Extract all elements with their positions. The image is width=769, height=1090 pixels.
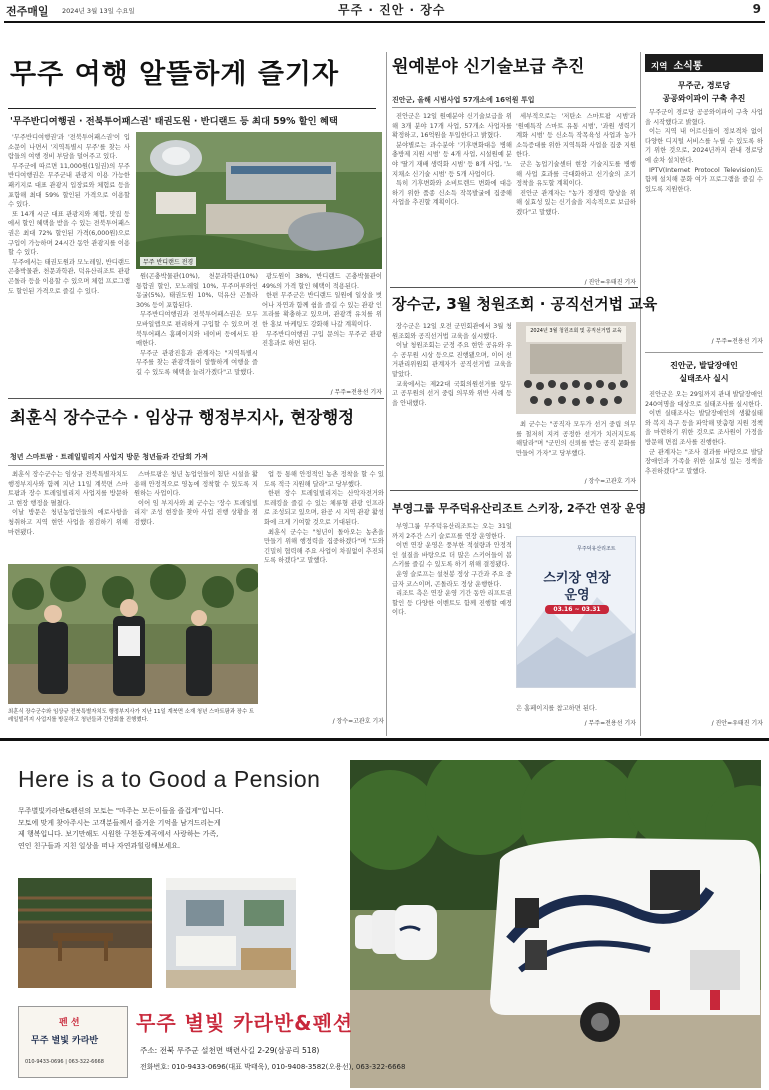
side-item-2-region: 진안군, 발달장애인 [670, 361, 738, 370]
ad-sign-phone: 010-9433-0696 | 063-322-6668 [25, 1059, 104, 1065]
choi-byline: / 장수=고관호 기자 [332, 718, 384, 725]
ski-poster-brand: 무주덕유산리조트 [577, 546, 616, 552]
column-separator [386, 52, 387, 736]
ski-poster-title-2: 운영 [564, 588, 590, 603]
side-item-1-region: 무주군, 경로당 [677, 81, 731, 90]
choi-headline: 최훈식 장수군수 · 임상규 행정부지사, 현장행정 [10, 408, 355, 427]
bandiland-photo [136, 132, 382, 269]
lead-subhead: '무주반디여행권 · 전북투어패스권' 태권도원 · 반디랜드 등 최대 59% 할인 혜택 [10, 116, 338, 127]
ski-byline: / 무주=전용선 기자 [584, 720, 636, 727]
ad-deck-photo [18, 878, 152, 988]
kicker-rule [8, 465, 384, 466]
bandiland-photo-caption: 무주 반디랜드 전경 [140, 257, 196, 266]
lead-col-3: 광도원이 38%, 반디랜드 곤충박물관이 49%의 가격 할인 혜택이 적용된다. 한편 무주군은 반디랜드 일원에 일상을 벗어나 자연과 함께 쉼을 즐길 수 있는 관광 인프라를 확충하고 있으며, 관광객 유치를 위한 홍보 마케팅도 강화해 나갈 계획이다. 무주반디여행권 구입 문의는 무주군 관광진흥과로 하면 된다. [262, 273, 382, 348]
lead-headline: 무주 여행 알뜰하게 즐기자 [10, 59, 340, 90]
jangsu-col-1: 장수군은 12일 오전 군민회관에서 3월 청원조회와 공직선거법 교육을 실시했다. 이날 청원조회는 군정 주요 현안 공유와 우수 공무원 시상 등으로 진행됐으며, 이어 선거관리위원회 관계자가 공직선거법 교육을 맡았다. 교육에서는 제22대 국회의원선거를 앞두고 공무원의 선거 중립 의무와 위반 사례 등을 안내했다. [392, 323, 512, 407]
local-news-tag: 지역 소식통 [645, 54, 763, 72]
page-number: 9 [752, 2, 761, 16]
side-divider [645, 352, 763, 353]
jangsu-photo-caption: 2024년 3월 청원조회 및 공직선거법 교육 [530, 328, 622, 334]
jangsu-byline: / 장수=고관호 기자 [584, 478, 636, 485]
ad-sign-photo [18, 1006, 128, 1078]
side-item-1-byline: / 무주=전용선 기자 [711, 338, 763, 345]
lead-col-2: 원(곤충박물관(10%), 천문과학관(10%) 통합권 할인, 모노레일 10%, 무주머루와인동굴(5%), 태권도원 10%, 덕유산 곤돌라 30% 등이 포함된다. 무주반디여행권과 전북투어패스권은 모두 모바일앱으로 편리하게 구입할 수 있으며 전북투어패스 홈페이지와 네이버 등에서도 판매한다. 무주군 관광진흥과 관계자는 "지역특별시 무주를 찾는 관광객들이 알뜰하게 여행을 즐길 수 있도록 혜택을 늘려가겠다"고 말했다. [136, 273, 258, 376]
ad-phone: 전화번호: 010-9433-0696(대표 박태욱), 010-9408-3582(오용선), 063-322-6668 [140, 1063, 406, 1071]
side-item-2-body: 진안군은 오는 29일까지 관내 발달장애인 240여명을 대상으로 실태조사를 실시한다. 이번 실태조사는 발달장애인의 생활실태와 복지 욕구 등을 파악해 맞춤형 지원 정책을 마련하기 위한 것으로 조사원이 가정을 방문해 면접 조사를 진행한다. 군 관계자는 "조사 결과를 바탕으로 발달장애인과 가족을 위한 실효성 있는 정책을 추진하겠다"고 말했다. [645, 391, 763, 475]
side-item-2-byline: / 진안=우태진 기자 [711, 720, 763, 727]
choi-col-2: 스마트팜은 청년 농업인들이 첨단 시설을 활용해 안정적으로 영농에 정착할 수 있도록 지원하는 사업이다. 이어 임 부지사와 최 군수는 '장수 트레일빌리지' 조성 현장을 찾아 사업 진행 상황을 점검했다. [134, 471, 258, 526]
ad-room-photo [166, 878, 296, 988]
section-rule [8, 398, 384, 399]
ski-col-2-note: 은 홈페이지를 참고하면 된다. [516, 705, 597, 712]
lead-byline: / 무주=전용선 기자 [330, 389, 382, 396]
newspaper-name: 전주매일 [6, 5, 49, 18]
ad-business-name: 무주 별빛 카라반&펜션 [136, 1011, 354, 1035]
jangsu-assembly-photo [516, 322, 636, 414]
horticulture-col-1: 진안군은 12일 원예분야 신기술보급을 위해 3개 분야 17개 사업, 57개소 사업자를 확정하고, 16억원을 투입한다고 밝혔다. 분야별로는 과수분야 '기후변화대응 병해충방제 지원 시범' 등 4개 사업, 시설원예 분야 '딸기 재배 생력화 시범' 등 8개 사업, '노지채소 신기술 시범' 등 5개 사업이다. 특히 기후변화와 소비트렌드 변화에 대응하기 위한 품종 신소득 작목발굴에 집중해 사업을 추진할 계획이다. [392, 113, 512, 207]
column-separator [640, 52, 641, 736]
ski-poster [516, 536, 636, 688]
ski-col-1: 부영그룹 무주덕유산리조트는 오는 31일까지 2주간 스키 슬로프를 연장 운영한다. 이번 연장 운영은 풍부한 적설량과 안정적인 설질을 바탕으로 더 많은 스키어들이 봄 스키를 즐길 수 있도록 하기 위해 결정됐다. 운영 슬로프는 설천봉 정상 구간과 주요 중급자 코스이며, 곤돌라도 정상 운행한다. 리조트 측은 연장 운영 기간 동안 리프트권 할인 등 다양한 이벤트도 함께 진행할 예정이다. [392, 523, 512, 617]
choi-col-3: 업 등 통해 안정적인 농촌 정착을 할 수 있도록 적극 지원해 달라"고 당부했다. 한편 장수 트레일빌리지는 산악자전거와 트레킹을 즐길 수 있는 체류형 관광 인프라로 조성되고 있으며, 완공 시 지역 관광 활성화에 크게 기여할 것으로 기대된다. 최훈식 군수는 "청년이 돌아오는 농촌을 만들기 위해 행정력을 집중하겠다"며 "도와 긴밀히 협력해 주요 사업이 차질없이 추진되도록 하겠다"고 말했다. [264, 471, 384, 565]
choi-visit-photo [8, 564, 258, 704]
horticulture-col-2: 세부적으로는 '저탄소 스마트팜 시범'과 '원예특작 스마트 유통 시범', '과원 생력기계화 시범' 등 신소득 작목육성 사업과 농가 소득증대를 위한 지역특화 사업을 집중 지원한다. 군은 농업기술센터 현장 기술지도를 병행해 사업 효과를 극대화하고 신기술의 조기 정착을 유도할 계획이다. 진안군 관계자는 "농가 경쟁력 향상을 위해 실효성 있는 신기술을 지속적으로 보급하겠다"고 말했다. [516, 113, 636, 216]
horticulture-headline: 원예분야 신기술보급 추진 [392, 57, 585, 77]
jangsu-headline: 장수군, 3월 청원조회 · 공직선거법 교육 [392, 295, 658, 313]
section-rule [390, 490, 638, 491]
horticulture-kicker: 진안군, 올해 시범사업 57개소에 16억원 투입 [392, 96, 535, 104]
section-title: 무주 · 진안 · 장수 [338, 3, 446, 17]
ski-headline: 부영그룹 무주덕유산리조트 스키장, 2주간 연장 운영 [392, 502, 647, 515]
horticulture-byline: / 진안=우태진 기자 [584, 279, 636, 286]
issue-date: 2024년 3월 13일 수요일 [62, 7, 135, 15]
ad-sign-line-2: 무주 별빛 카라반 [31, 1036, 99, 1046]
ad-address: 주소: 전북 무주군 설천면 백련사길 2-29(삼공리 518) [140, 1046, 320, 1055]
ski-poster-title-1: 스키장 연장 [543, 571, 611, 586]
jangsu-col-2: 최 군수는 "공직자 모두가 선거 중립 의무를 철저히 지켜 공정한 선거가 치러지도록 해달라"며 "군민의 신뢰를 받는 공직 문화를 만들어 가자"고 당부했다. [516, 421, 636, 457]
section-rule [390, 287, 638, 288]
choi-kicker: 청년 스마트팜 · 트레일빌리지 사업지 방문 청년들과 간담회 가져 [10, 453, 208, 461]
side-item-2-title: 실태조사 실시 [679, 374, 729, 383]
ad-sign-line-1: 펜 션 [59, 1018, 80, 1028]
choi-photo-caption: 최훈식 장수군수와 임상규 전북특별자치도 행정부지사가 지난 11일 계북면 소재 청년 스마트팜과 장수 트레일빌리지 사업지를 방문하고 청년들과 간담회를 진행했다. [8, 709, 255, 723]
ad-title: Here is a to Good a Pension [18, 766, 321, 792]
side-item-1-body: 무주군이 경로당 공공와이파이 구축 사업을 시작했다고 밝혔다. 이는 지역 내 어르신들이 정보격차 없이 다양한 디지털 서비스를 누릴 수 있도록 하기 위한 것으로, 2024년까지 관내 경로당에 순차 설치한다. IPTV(Internet Protocol Television)도 함께 설치해 문화 여가 프로그램을 즐길 수 있도록 지원한다. [645, 109, 763, 193]
side-item-1-title: 공공와이파이 구축 추진 [662, 94, 746, 103]
lead-divider [8, 108, 376, 109]
choi-col-1: 최훈식 장수군수는 임상규 전북특별자치도 행정부지사와 함께 지난 11일 계북면 스마트팜과 장수 트레일빌리지 사업지를 방문하고 현장 행정을 펼쳤다. 이날 방문은 청년농업인들의 애로사항을 청취하고 지역 현안 사업을 점검하기 위해 마련됐다. [8, 471, 128, 536]
masthead-rule [4, 21, 765, 23]
kicker-rule [392, 107, 636, 108]
ski-poster-dates: 03.16 ~ 03.31 [553, 606, 601, 613]
ad-body: 무주별빛카라반&펜션의 모토는 "마주는 모든이들을 즐겁게"입니다. 모토에 맞게 찾아주시는 고객분들께서 즐거운 기억을 남겨드리는게 제 행복입니다. 보기만해도 시원한 구천동계곡에서 사랑하는 가족, 연인 친구들과 지친 일상을 떠나 자연과힐링해보세요. [18, 807, 224, 850]
lead-col-1: '무주반디여행권'과 '전북투어패스권'이 입소문이 나면서 '지역특별시 무주'를 찾는 사람들의 여행 경비 부담을 덜어주고 있다. 무주군에 따르면 11,000원(1일권)의 무주반디여행권은 무주군내 관광지 이용 가능한 패키지로 대표 관광지 입장료와 체험료 등을 포함해 최대 59% 할인된 가격으로 이용할 수 있다. 또 14개 시군 대표 관광지와 체험, 맛집 등에서 할인 혜택을 받을 수 있는 전북투어패스권은 최대 72% 할인된 가격(6,000원)으로 구입이 가능하며 24시간 동안 관광지를 이용할 수 있다. 무주에서는 태권도원과 모노레일, 반디랜드 곤충박물관, 천문과학관, 덕유산리조트 관광곤돌라 등을 이용할 수 있으며 체험 프로그램도 할인된 가격으로 즐길 수 있다. [8, 134, 130, 295]
ad-caravan-photo [350, 760, 761, 1088]
